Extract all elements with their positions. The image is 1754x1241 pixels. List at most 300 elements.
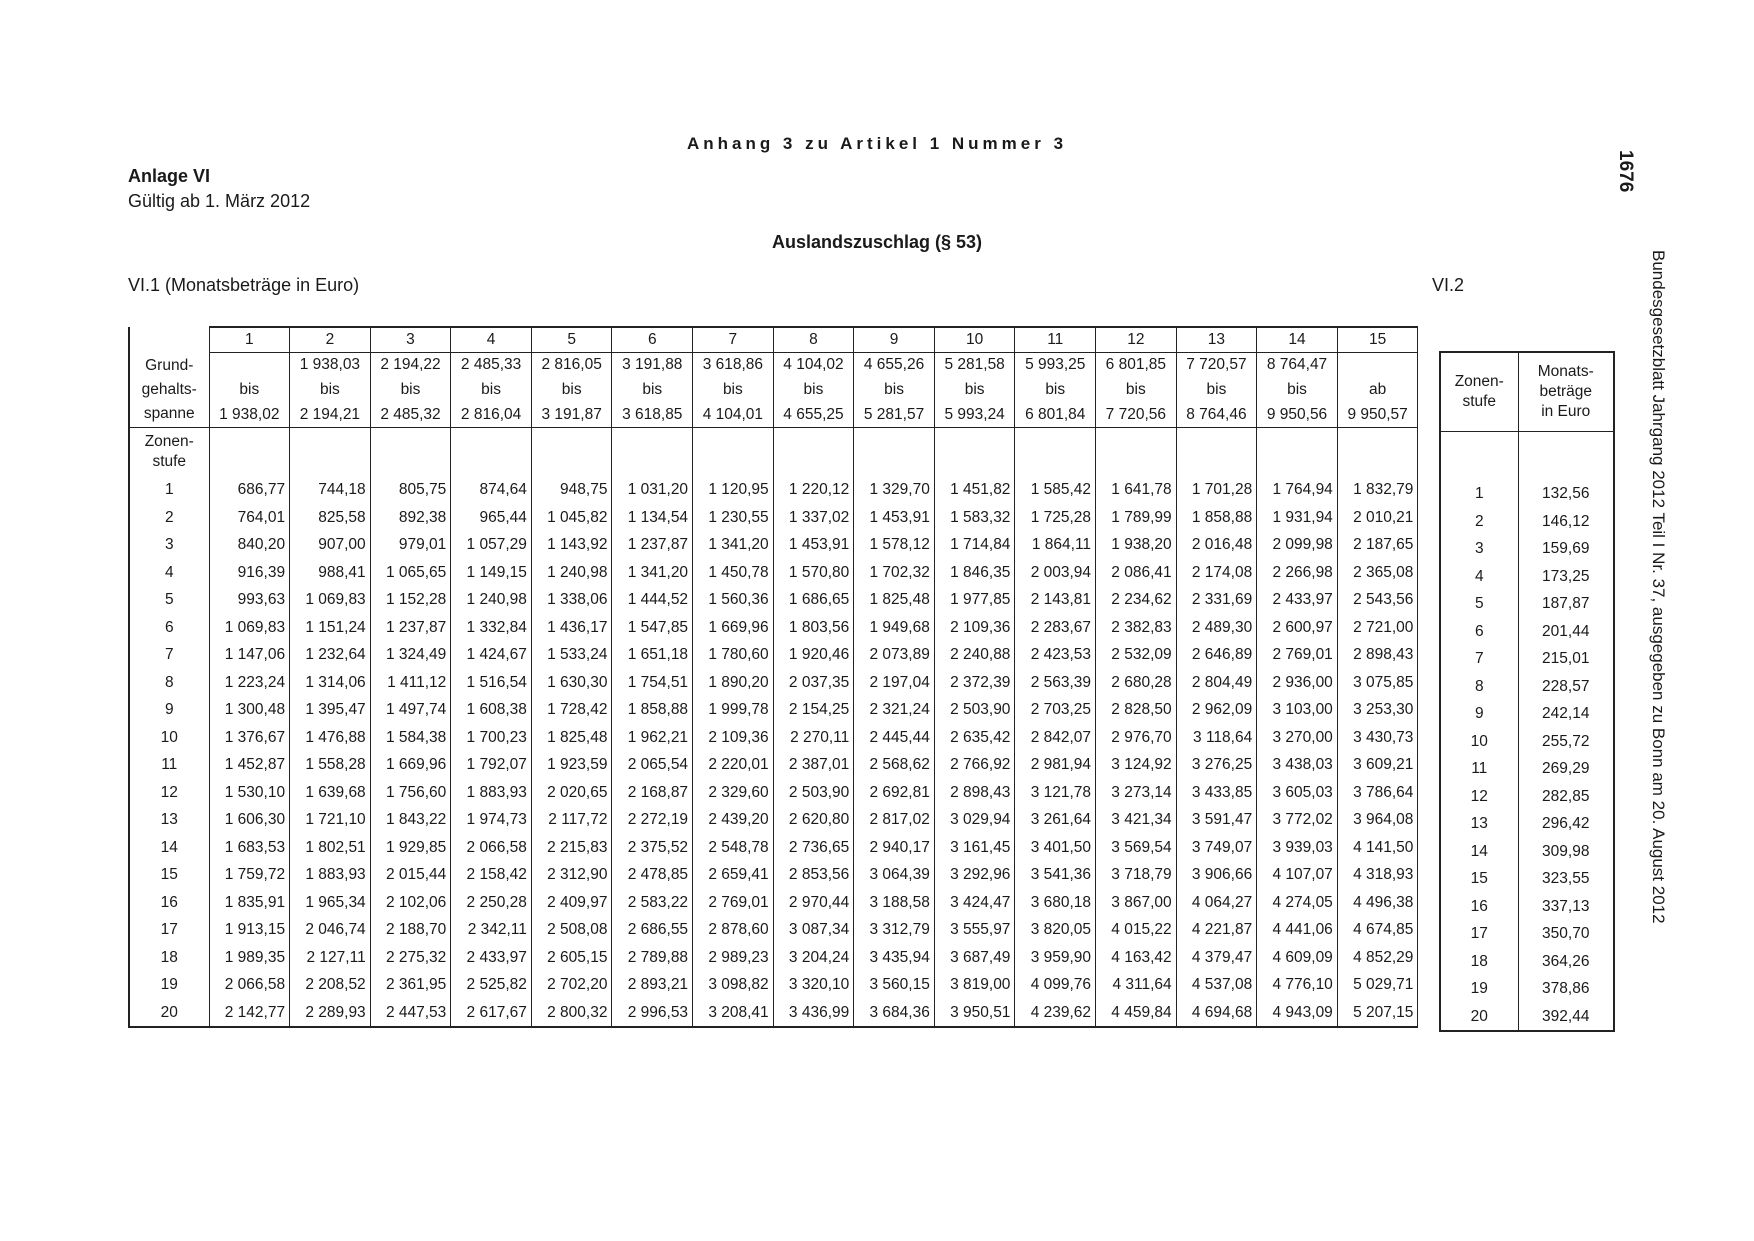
- monthly-amount: 173,25: [1518, 563, 1614, 591]
- allowance-value: 2 073,89: [854, 641, 935, 669]
- zone-number: 14: [129, 834, 209, 862]
- allowance-value: 1 585,42: [1015, 476, 1096, 504]
- allowance-value: 2 109,36: [934, 614, 1015, 642]
- table-cell: [209, 428, 290, 477]
- vi2-zone-row: [1440, 618, 1614, 646]
- allowance-value: 2 962,09: [1176, 696, 1257, 724]
- allowance-value: 2 127,11: [290, 944, 371, 972]
- allowance-value: 2 020,65: [531, 779, 612, 807]
- allowance-value: 1 332,84: [451, 614, 532, 642]
- zone-number: 4: [1440, 563, 1518, 591]
- allowance-value: 1 913,15: [209, 916, 290, 944]
- allowance-value: 2 283,67: [1015, 614, 1096, 642]
- allowance-value: 2 789,88: [612, 944, 693, 972]
- running-head: Bundesgesetzblatt Jahrgang 2012 Teil I Nr. 37, ausgegeben zu Bonn am 20. August 2012: [1649, 250, 1668, 924]
- column-number: 15: [1337, 327, 1418, 353]
- allowance-value: 1 759,72: [209, 861, 290, 889]
- allowance-value: 1 547,85: [612, 614, 693, 642]
- vi2-zone-row: [1440, 975, 1614, 1003]
- allowance-value: 1 411,12: [370, 669, 451, 697]
- allowance-value: 1 453,91: [854, 504, 935, 532]
- column-number: 3: [370, 327, 451, 353]
- allowance-value: 2 766,92: [934, 751, 1015, 779]
- allowance-value: 4 459,84: [1096, 999, 1177, 1028]
- allowance-value: 1 923,59: [531, 751, 612, 779]
- monthly-amount: 132,56: [1518, 480, 1614, 508]
- allowance-value: 2 143,81: [1015, 586, 1096, 614]
- allowance-value: 2 646,89: [1176, 641, 1257, 669]
- allowance-value: 1 452,87: [209, 751, 290, 779]
- column-number: 2: [290, 327, 371, 353]
- zone-row: [129, 531, 1418, 559]
- allowance-value: 3 161,45: [934, 834, 1015, 862]
- zonenstufe-header: Zonen- stufe: [1440, 352, 1518, 432]
- allowance-value: 4 776,10: [1257, 971, 1338, 999]
- allowance-value: 3 820,05: [1015, 916, 1096, 944]
- allowance-value: 3 320,10: [773, 971, 854, 999]
- allowance-value: 1 639,68: [290, 779, 371, 807]
- zone-row: [129, 559, 1418, 587]
- column-number: 6: [612, 327, 693, 353]
- allowance-value: 1 045,82: [531, 504, 612, 532]
- allowance-value: 3 939,03: [1257, 834, 1338, 862]
- allowance-value: 3 401,50: [1015, 834, 1096, 862]
- allowance-value: 1 149,15: [451, 559, 532, 587]
- allowance-value: 2 635,42: [934, 724, 1015, 752]
- allowance-value: 2 617,67: [451, 999, 532, 1028]
- allowance-value: 764,01: [209, 504, 290, 532]
- allowance-value: 2 117,72: [531, 806, 612, 834]
- allowance-value: 1 584,38: [370, 724, 451, 752]
- allowance-value: 2 321,24: [854, 696, 935, 724]
- zone-number: 19: [1440, 975, 1518, 1003]
- allowance-value: 3 959,90: [1015, 944, 1096, 972]
- zone-row: [129, 806, 1418, 834]
- range-connector: bis: [209, 377, 290, 403]
- allowance-value: 2 817,02: [854, 806, 935, 834]
- allowance-value: 3 204,24: [773, 944, 854, 972]
- allowance-value: 3 124,92: [1096, 751, 1177, 779]
- zone-number: 8: [1440, 673, 1518, 701]
- allowance-value: 2 769,01: [1257, 641, 1338, 669]
- allowance-value: 2 234,62: [1096, 586, 1177, 614]
- allowance-value: 3 591,47: [1176, 806, 1257, 834]
- allowance-value: 1 754,51: [612, 669, 693, 697]
- vi2-zone-row: [1440, 783, 1614, 811]
- allowance-value: 2 037,35: [773, 669, 854, 697]
- range-connector: ab: [1337, 377, 1418, 403]
- zone-number: 11: [129, 751, 209, 779]
- range-connector: bis: [934, 377, 1015, 403]
- range-to: 6 801,84: [1015, 403, 1096, 428]
- allowance-value: 3 950,51: [934, 999, 1015, 1028]
- allowance-value: 2 433,97: [451, 944, 532, 972]
- allowance-value: 3 064,39: [854, 861, 935, 889]
- vi2-zone-row: [1440, 865, 1614, 893]
- vi2-zone-row: [1440, 920, 1614, 948]
- allowance-value: 2 898,43: [1337, 641, 1418, 669]
- column-number: 12: [1096, 327, 1177, 353]
- range-from: [1337, 353, 1418, 378]
- vi2-zone-row: [1440, 590, 1614, 618]
- allowance-value: 2 898,43: [934, 779, 1015, 807]
- vi2-zone-row: [1440, 645, 1614, 673]
- allowance-value: 2 099,98: [1257, 531, 1338, 559]
- allowance-value: 2 154,25: [773, 696, 854, 724]
- zone-number: 6: [1440, 618, 1518, 646]
- allowance-value: 1 220,12: [773, 476, 854, 504]
- allowance-value: 1 721,10: [290, 806, 371, 834]
- range-connector: bis: [693, 377, 774, 403]
- allowance-value: 2 187,65: [1337, 531, 1418, 559]
- allowance-value: 2 996,53: [612, 999, 693, 1028]
- allowance-value: 2 382,83: [1096, 614, 1177, 642]
- monthly-amount: 146,12: [1518, 508, 1614, 536]
- monthly-amount: 350,70: [1518, 920, 1614, 948]
- range-connector: bis: [1015, 377, 1096, 403]
- allowance-value: 2 686,55: [612, 916, 693, 944]
- allowance-value: 1 999,78: [693, 696, 774, 724]
- zone-number: 3: [1440, 535, 1518, 563]
- allowance-value: 2 439,20: [693, 806, 774, 834]
- monatsbetraege-header: Monats- beträge in Euro: [1518, 352, 1614, 432]
- zone-number: 4: [129, 559, 209, 587]
- header-blank-cell: [129, 327, 209, 353]
- allowance-value: 3 749,07: [1176, 834, 1257, 862]
- monthly-amount: 255,72: [1518, 728, 1614, 756]
- allowance-value: 1 143,92: [531, 531, 612, 559]
- allowance-value: 2 736,65: [773, 834, 854, 862]
- range-connector: bis: [773, 377, 854, 403]
- allowance-value: 2 842,07: [1015, 724, 1096, 752]
- vi2-zone-row: [1440, 948, 1614, 976]
- allowance-value: 1 232,64: [290, 641, 371, 669]
- table-cell: [693, 428, 774, 477]
- allowance-value: 1 974,73: [451, 806, 532, 834]
- allowance-value: 3 292,96: [934, 861, 1015, 889]
- allowance-value: 3 786,64: [1337, 779, 1418, 807]
- allowance-value: 2 503,90: [773, 779, 854, 807]
- allowance-value: 2 989,23: [693, 944, 774, 972]
- allowance-value: 3 560,15: [854, 971, 935, 999]
- allowance-value: 1 337,02: [773, 504, 854, 532]
- allowance-value: 3 421,34: [1096, 806, 1177, 834]
- range-from: 5 993,25: [1015, 353, 1096, 378]
- range-to: 5 281,57: [854, 403, 935, 428]
- allowance-value: 2 331,69: [1176, 586, 1257, 614]
- allowance-value: 1 669,96: [693, 614, 774, 642]
- allowance-value: 2 086,41: [1096, 559, 1177, 587]
- allowance-value: 2 289,93: [290, 999, 371, 1028]
- allowance-value: 2 703,25: [1015, 696, 1096, 724]
- allowance-value: 4 537,08: [1176, 971, 1257, 999]
- zone-number: 3: [129, 531, 209, 559]
- allowance-value: 3 208,41: [693, 999, 774, 1028]
- allowance-value: 2 769,01: [693, 889, 774, 917]
- allowance-value: 1 725,28: [1015, 504, 1096, 532]
- allowance-value: 1 476,88: [290, 724, 371, 752]
- monthly-amount: 337,13: [1518, 893, 1614, 921]
- table-cell: [531, 428, 612, 477]
- range-connector: bis: [451, 377, 532, 403]
- allowance-value: 3 609,21: [1337, 751, 1418, 779]
- range-connector-row: [129, 377, 1418, 403]
- vi2-zone-row: [1440, 535, 1614, 563]
- column-number: 14: [1257, 327, 1338, 353]
- zone-number: 15: [1440, 865, 1518, 893]
- allowance-value: 2 620,80: [773, 806, 854, 834]
- allowance-table-vi2: [1439, 351, 1615, 1032]
- allowance-value: 3 273,14: [1096, 779, 1177, 807]
- table-cell: [934, 428, 1015, 477]
- vi2-spacer-row: [1440, 432, 1614, 481]
- monthly-amount: 378,86: [1518, 975, 1614, 1003]
- allowance-value: 1 237,87: [612, 531, 693, 559]
- allowance-value: 1 223,24: [209, 669, 290, 697]
- allowance-value: 2 532,09: [1096, 641, 1177, 669]
- monthly-amount: 215,01: [1518, 645, 1614, 673]
- allowance-value: 2 583,22: [612, 889, 693, 917]
- allowance-value: 1 341,20: [693, 531, 774, 559]
- allowance-value: 4 852,29: [1337, 944, 1418, 972]
- range-from: 4 104,02: [773, 353, 854, 378]
- allowance-value: 1 883,93: [451, 779, 532, 807]
- allowance-value: 1 630,30: [531, 669, 612, 697]
- allowance-value: 1 578,12: [854, 531, 935, 559]
- allowance-value: 965,44: [451, 504, 532, 532]
- range-to: 7 720,56: [1096, 403, 1177, 428]
- allowance-value: 2 016,48: [1176, 531, 1257, 559]
- allowance-value: 5 029,71: [1337, 971, 1418, 999]
- allowance-value: 2 197,04: [854, 669, 935, 697]
- allowance-value: 3 541,36: [1015, 861, 1096, 889]
- range-to: 1 938,02: [209, 403, 290, 428]
- allowance-value: 1 825,48: [854, 586, 935, 614]
- allowance-value: 1 147,06: [209, 641, 290, 669]
- allowance-value: 1 329,70: [854, 476, 935, 504]
- allowance-value: 2 543,56: [1337, 586, 1418, 614]
- allowance-value: 4 943,09: [1257, 999, 1338, 1028]
- allowance-value: 2 158,42: [451, 861, 532, 889]
- allowance-value: 1 570,80: [773, 559, 854, 587]
- allowance-value: 1 240,98: [451, 586, 532, 614]
- allowance-value: 3 253,30: [1337, 696, 1418, 724]
- zone-row: [129, 641, 1418, 669]
- allowance-value: 3 270,00: [1257, 724, 1338, 752]
- monthly-amount: 364,26: [1518, 948, 1614, 976]
- allowance-value: 2 342,11: [451, 916, 532, 944]
- allowance-value: 3 680,18: [1015, 889, 1096, 917]
- range-from: 2 485,33: [451, 353, 532, 378]
- range-to: 9 950,56: [1257, 403, 1338, 428]
- allowance-value: 1 516,54: [451, 669, 532, 697]
- monthly-amount: 323,55: [1518, 865, 1614, 893]
- allowance-value: 1 151,24: [290, 614, 371, 642]
- allowance-value: 1 701,28: [1176, 476, 1257, 504]
- monthly-amount: 309,98: [1518, 838, 1614, 866]
- zonenstufe-label: Zonen- stufe: [129, 428, 209, 477]
- allowance-value: 1 031,20: [612, 476, 693, 504]
- allowance-value: 1 324,49: [370, 641, 451, 669]
- range-from: 3 191,88: [612, 353, 693, 378]
- zone-number: 12: [1440, 783, 1518, 811]
- allowance-value: 1 558,28: [290, 751, 371, 779]
- zone-number: 13: [129, 806, 209, 834]
- allowance-value: 2 220,01: [693, 751, 774, 779]
- zone-number: 5: [1440, 590, 1518, 618]
- allowance-value: 4 311,64: [1096, 971, 1177, 999]
- column-number: 13: [1176, 327, 1257, 353]
- allowance-value: 1 764,94: [1257, 476, 1338, 504]
- allowance-value: 2 066,58: [451, 834, 532, 862]
- allowance-value: 1 702,32: [854, 559, 935, 587]
- allowance-value: 3 436,99: [773, 999, 854, 1028]
- allowance-value: 3 087,34: [773, 916, 854, 944]
- allowance-value: 4 163,42: [1096, 944, 1177, 972]
- allowance-value: 3 121,78: [1015, 779, 1096, 807]
- table-cell: [1015, 428, 1096, 477]
- zonenstufe-label-row: [129, 428, 1418, 477]
- allowance-value: 993,63: [209, 586, 290, 614]
- allowance-value: 2 878,60: [693, 916, 774, 944]
- zone-number: 15: [129, 861, 209, 889]
- vi2-header-row: [1440, 352, 1614, 432]
- allowance-value: 3 718,79: [1096, 861, 1177, 889]
- allowance-value: 3 188,58: [854, 889, 935, 917]
- allowance-value: 3 555,97: [934, 916, 1015, 944]
- allowance-value: 1 780,60: [693, 641, 774, 669]
- vi2-zone-row: [1440, 810, 1614, 838]
- zone-row: [129, 724, 1418, 752]
- column-number-row: [129, 327, 1418, 353]
- allowance-value: 744,18: [290, 476, 371, 504]
- allowance-value: 2 563,39: [1015, 669, 1096, 697]
- allowance-value: 892,38: [370, 504, 451, 532]
- allowance-value: 1 989,35: [209, 944, 290, 972]
- allowance-value: 948,75: [531, 476, 612, 504]
- table-cell: [612, 428, 693, 477]
- allowance-value: 4 694,68: [1176, 999, 1257, 1028]
- monthly-amount: 269,29: [1518, 755, 1614, 783]
- allowance-value: 1 864,11: [1015, 531, 1096, 559]
- allowance-value: 1 714,84: [934, 531, 1015, 559]
- allowance-value: 1 949,68: [854, 614, 935, 642]
- allowance-value: 1 533,24: [531, 641, 612, 669]
- zone-row: [129, 669, 1418, 697]
- allowance-value: 2 692,81: [854, 779, 935, 807]
- zone-number: 16: [1440, 893, 1518, 921]
- range-from: 1 938,03: [290, 353, 371, 378]
- monthly-amount: 201,44: [1518, 618, 1614, 646]
- allowance-value: 1 444,52: [612, 586, 693, 614]
- allowance-value: 1 436,17: [531, 614, 612, 642]
- allowance-value: 2 174,08: [1176, 559, 1257, 587]
- allowance-value: 1 938,20: [1096, 531, 1177, 559]
- allowance-value: 1 962,21: [612, 724, 693, 752]
- range-from: [209, 353, 290, 378]
- range-from-row: [129, 353, 1418, 378]
- allowance-value: 1 929,85: [370, 834, 451, 862]
- range-to: 4 655,25: [773, 403, 854, 428]
- table-cell: [1518, 432, 1614, 481]
- allowance-value: 3 687,49: [934, 944, 1015, 972]
- allowance-value: 1 057,29: [451, 531, 532, 559]
- allowance-value: 3 075,85: [1337, 669, 1418, 697]
- vi2-zone-row: [1440, 728, 1614, 756]
- range-to-row: [129, 403, 1418, 428]
- allowance-value: 2 423,53: [1015, 641, 1096, 669]
- vi2-zone-row: [1440, 893, 1614, 921]
- allowance-value: 3 605,03: [1257, 779, 1338, 807]
- allowance-value: 2 372,39: [934, 669, 1015, 697]
- range-from: 6 801,85: [1096, 353, 1177, 378]
- allowance-value: 2 208,52: [290, 971, 371, 999]
- allowance-value: 2 266,98: [1257, 559, 1338, 587]
- allowance-value: 1 825,48: [531, 724, 612, 752]
- table-cell: [773, 428, 854, 477]
- monthly-amount: 187,87: [1518, 590, 1614, 618]
- allowance-value: 3 261,64: [1015, 806, 1096, 834]
- allowance-value: 2 387,01: [773, 751, 854, 779]
- allowance-value: 1 152,28: [370, 586, 451, 614]
- allowance-value: 4 221,87: [1176, 916, 1257, 944]
- zone-row: [129, 751, 1418, 779]
- allowance-value: 1 931,94: [1257, 504, 1338, 532]
- range-from: 8 764,47: [1257, 353, 1338, 378]
- allowance-value: 2 065,54: [612, 751, 693, 779]
- allowance-value: 1 338,06: [531, 586, 612, 614]
- allowance-value: 3 906,66: [1176, 861, 1257, 889]
- allowance-value: 4 674,85: [1337, 916, 1418, 944]
- allowance-value: 2 503,90: [934, 696, 1015, 724]
- zone-number: 2: [129, 504, 209, 532]
- zone-number: 1: [1440, 480, 1518, 508]
- allowance-value: 1 965,34: [290, 889, 371, 917]
- allowance-value: 2 168,87: [612, 779, 693, 807]
- zone-row: [129, 504, 1418, 532]
- allowance-value: 2 409,97: [531, 889, 612, 917]
- zone-number: 17: [1440, 920, 1518, 948]
- allowance-value: 3 772,02: [1257, 806, 1338, 834]
- vi2-zone-row: [1440, 673, 1614, 701]
- table-cell: [290, 428, 371, 477]
- allowance-value: 2 445,44: [854, 724, 935, 752]
- allowance-value: 1 756,60: [370, 779, 451, 807]
- column-number: 11: [1015, 327, 1096, 353]
- vi2-zone-row: [1440, 700, 1614, 728]
- range-connector: bis: [1096, 377, 1177, 403]
- allowance-value: 2 329,60: [693, 779, 774, 807]
- allowance-value: 1 835,91: [209, 889, 290, 917]
- allowance-value: 916,39: [209, 559, 290, 587]
- allowance-value: 3 433,85: [1176, 779, 1257, 807]
- allowance-value: 2 433,97: [1257, 586, 1338, 614]
- allowance-value: 1 792,07: [451, 751, 532, 779]
- table-cell: [1176, 428, 1257, 477]
- allowance-value: 2 721,00: [1337, 614, 1418, 642]
- allowance-value: 1 560,36: [693, 586, 774, 614]
- allowance-value: 1 134,54: [612, 504, 693, 532]
- allowance-value: 2 568,62: [854, 751, 935, 779]
- zone-row: [129, 586, 1418, 614]
- zone-number: 10: [1440, 728, 1518, 756]
- allowance-value: 1 651,18: [612, 641, 693, 669]
- table-cell: [370, 428, 451, 477]
- zone-number: 5: [129, 586, 209, 614]
- allowance-value: 1 920,46: [773, 641, 854, 669]
- zone-row: [129, 696, 1418, 724]
- table-cell: [1440, 432, 1518, 481]
